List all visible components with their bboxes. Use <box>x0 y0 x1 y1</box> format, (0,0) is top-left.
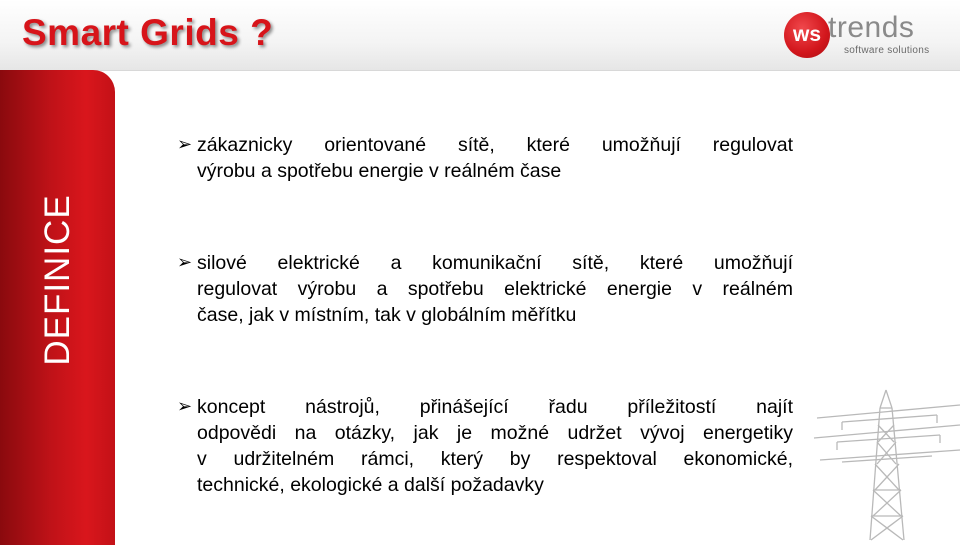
bullet-line: výrobu a spotřebu energie v reálném čase <box>197 160 562 182</box>
arrow-bullet-icon: ➢ <box>177 396 193 417</box>
arrow-bullet-icon: ➢ <box>177 134 193 155</box>
power-pylon-icon <box>812 380 960 545</box>
bullet-line: zákaznicky orientované sítě, které umožňují regulovat <box>197 134 793 156</box>
bullet-item-1 <box>173 132 793 184</box>
bullet-line: odpovědi na otázky, jak je možné udržet vývoj energetiky <box>197 422 793 444</box>
bullet-item-2 <box>173 250 793 328</box>
bullet-text <box>197 394 793 498</box>
bullet-text <box>197 250 793 328</box>
section-label: DEFINICE <box>38 194 77 366</box>
header-bar <box>0 0 960 71</box>
bullet-line: čase, jak v místním, tak v globálním měřítku <box>197 304 577 326</box>
ws-trends-logo <box>784 8 940 60</box>
page-title: Smart Grids ? <box>22 12 274 53</box>
bullet-line: regulovat výrobu a spotřebu elektrické energie v reálném <box>197 278 793 300</box>
section-sidebar <box>0 70 115 545</box>
bullet-line: technické, ekologické a další požadavky <box>197 474 544 496</box>
bullet-line: silové elektrické a komunikační sítě, které umožňují <box>197 252 793 274</box>
logo-wordmark: trends <box>828 11 915 44</box>
bullet-line: koncept nástrojů, přinášející řadu příležitostí najít <box>197 396 793 418</box>
arrow-bullet-icon: ➢ <box>177 252 193 273</box>
logo-badge: ws <box>784 12 830 58</box>
logo-tagline: software solutions <box>844 45 930 56</box>
bullet-text <box>197 132 793 184</box>
bullet-item-3 <box>173 394 793 498</box>
bullet-line: v udržitelném rámci, který by respektoval ekonomické, <box>197 448 793 470</box>
